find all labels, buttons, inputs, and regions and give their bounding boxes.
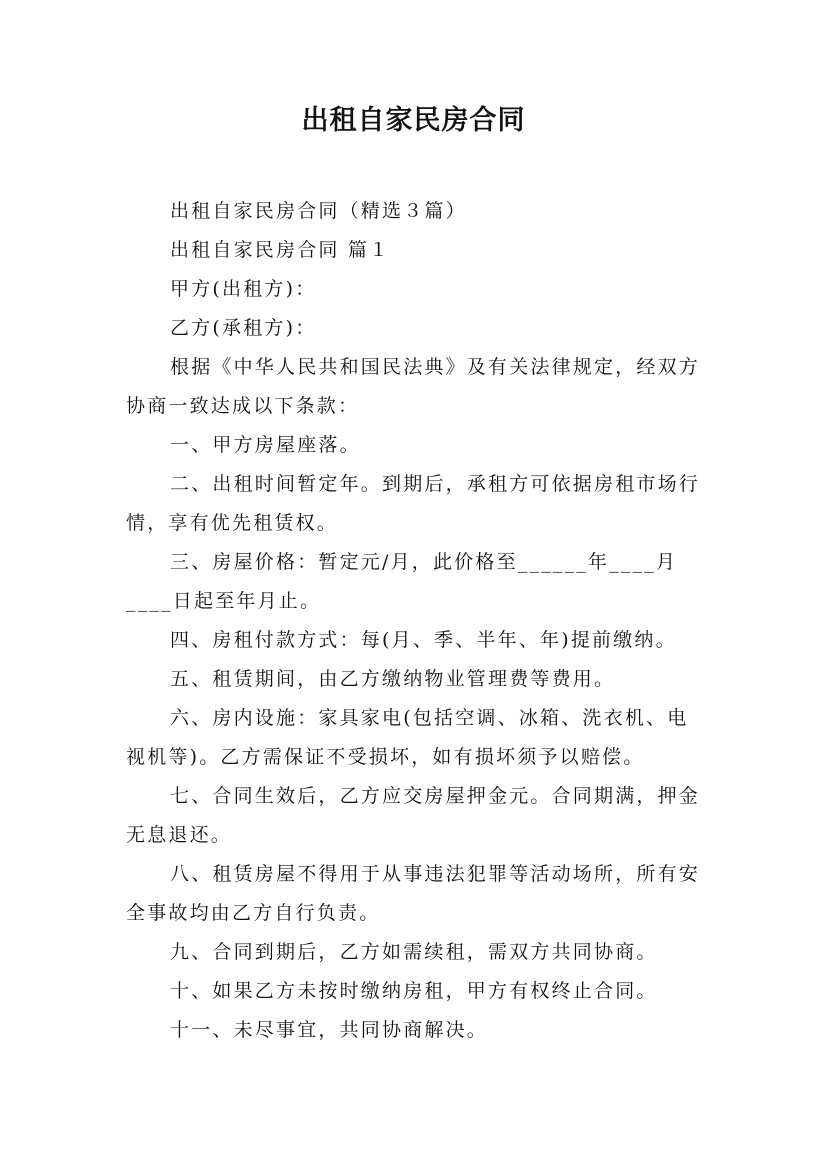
- paragraph-heading: 出租自家民房合同（精选３篇）: [170, 200, 467, 222]
- clause-5: 五、租赁期间，由乙方缴纳物业管理费等费用。: [170, 668, 616, 690]
- clause-11: 十一、未尽事宜，共同协商解决。: [170, 1019, 489, 1041]
- document-body: [126, 192, 704, 1050]
- clause-4: 四、房租付款方式：每(月、季、半年、年)提前缴纳。: [170, 629, 677, 651]
- paragraph-preamble: 根据《中华人民共和国民法典》及有关法律规定，经双方协商一致达成以下条款：: [126, 356, 701, 417]
- document-title: 出租自家民房合同: [301, 105, 526, 136]
- clause-3: 三、房屋价格：暂定元/月，此价格至______年____月____日起至年月止。: [126, 551, 678, 612]
- clause-9: 九、合同到期后，乙方如需续租，需双方共同协商。: [170, 941, 658, 963]
- clause-10: 十、如果乙方未按时缴纳房租，甲方有权终止合同。: [170, 980, 658, 1002]
- paragraph-party-a: 甲方(出租方)：: [170, 278, 317, 300]
- clause-8: 八、租赁房屋不得用于从事违法犯罪等活动场所，所有安全事故均由乙方自行负责。: [126, 863, 701, 924]
- clause-7: 七、合同生效后，乙方应交房屋押金元。合同期满，押金无息退还。: [126, 785, 701, 846]
- clause-1: 一、甲方房屋座落。: [170, 434, 361, 456]
- clause-6: 六、房内设施：家具家电(包括空调、冰箱、洗衣机、电视机等)。乙方需保证不受损坏，如有损坏须予以赔偿。: [126, 707, 689, 768]
- paragraph-subheading: 出租自家民房合同 篇１: [170, 239, 391, 261]
- clause-2: 二、出租时间暂定年。到期后，承租方可依据房租市场行情，享有优先租赁权。: [126, 473, 701, 534]
- paragraph-party-b: 乙方(承租方)：: [170, 317, 317, 339]
